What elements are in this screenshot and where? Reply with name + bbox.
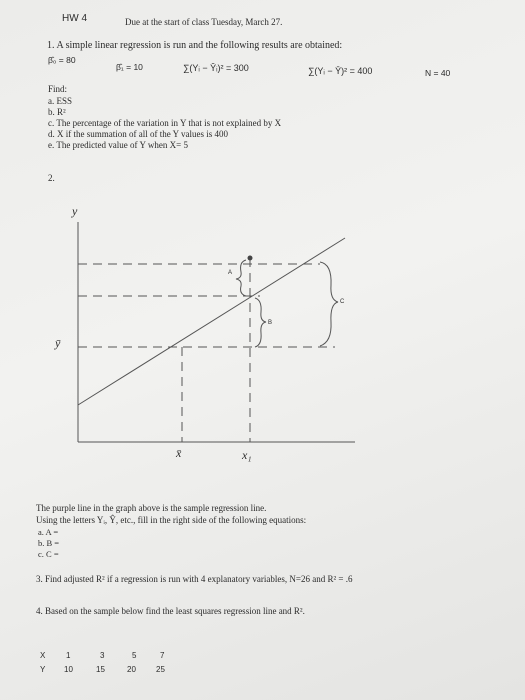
q1-n: N = 40 <box>425 68 451 78</box>
q1-find: Find: <box>48 84 68 94</box>
table-y-cell: 15 <box>96 665 105 674</box>
q1-item-c: c. The percentage of the variation in Y that is not explained by X <box>48 118 282 128</box>
label-c: C <box>340 299 345 305</box>
q1-sum-total: ∑(Yᵢ − Ȳ)² = 400 <box>308 66 373 76</box>
q1-sum-residual: ∑(Yᵢ − Ŷᵢ)² = 300 <box>183 63 249 73</box>
table-y-cell: 25 <box>156 665 165 674</box>
table-y-header: Y <box>40 665 46 674</box>
q2-eq-a: a. A = <box>38 527 59 537</box>
x1-label: x₁ <box>242 448 252 462</box>
q1-b1: β̂₁ = 10 <box>116 62 143 72</box>
table-x-cell: 7 <box>160 651 165 660</box>
q1-b0: β̂₀ = 80 <box>48 55 76 65</box>
q2-caption: The purple line in the graph above is the sample regression line. <box>36 503 267 513</box>
table-x-cell: 3 <box>100 651 105 660</box>
observed-point <box>248 256 253 261</box>
q1-item-b: b. R² <box>48 107 66 117</box>
due-date: Due at the start of class Tuesday, March 27. <box>125 17 283 27</box>
y-axis-label: y <box>72 204 78 218</box>
regression-line <box>78 238 345 405</box>
table-y-cell: 10 <box>64 665 73 674</box>
table-x-header: X <box>40 651 46 660</box>
q2-eq-c: c. C = <box>38 549 59 559</box>
label-a: A <box>228 270 233 276</box>
q1-stem: 1. A simple linear regression is run and the following results are obtained: <box>47 40 343 51</box>
q4-text: 4. Based on the sample below find the least squares regression line and R². <box>36 606 305 616</box>
brace-a <box>236 260 246 296</box>
q2-number: 2. <box>48 173 55 183</box>
ybar-label: ȳ <box>55 336 61 350</box>
table-y-cell: 20 <box>127 665 136 674</box>
brace-b <box>255 298 266 347</box>
xbar-label: x̄ <box>176 446 182 460</box>
brace-c <box>320 262 338 346</box>
label-b: B <box>268 320 273 326</box>
q1-item-e: e. The predicted value of Y when X= 5 <box>48 140 188 150</box>
homework-title: HW 4 <box>62 13 87 24</box>
table-x-cell: 5 <box>132 651 137 660</box>
q2-eq-b: b. B = <box>38 538 60 548</box>
q3-text: 3. Find adjusted R² if a regression is run with 4 explanatory variables, N=26 and R² = .6 <box>36 574 353 584</box>
q1-item-a: a. ESS <box>48 96 73 106</box>
q1-item-d: d. X if the summation of all of the Y values is 400 <box>48 129 229 139</box>
table-x-cell: 1 <box>66 651 71 660</box>
q2-instruction: Using the letters Yᵢ, Ŷ, etc., fill in the right side of the following equations: <box>36 515 307 525</box>
